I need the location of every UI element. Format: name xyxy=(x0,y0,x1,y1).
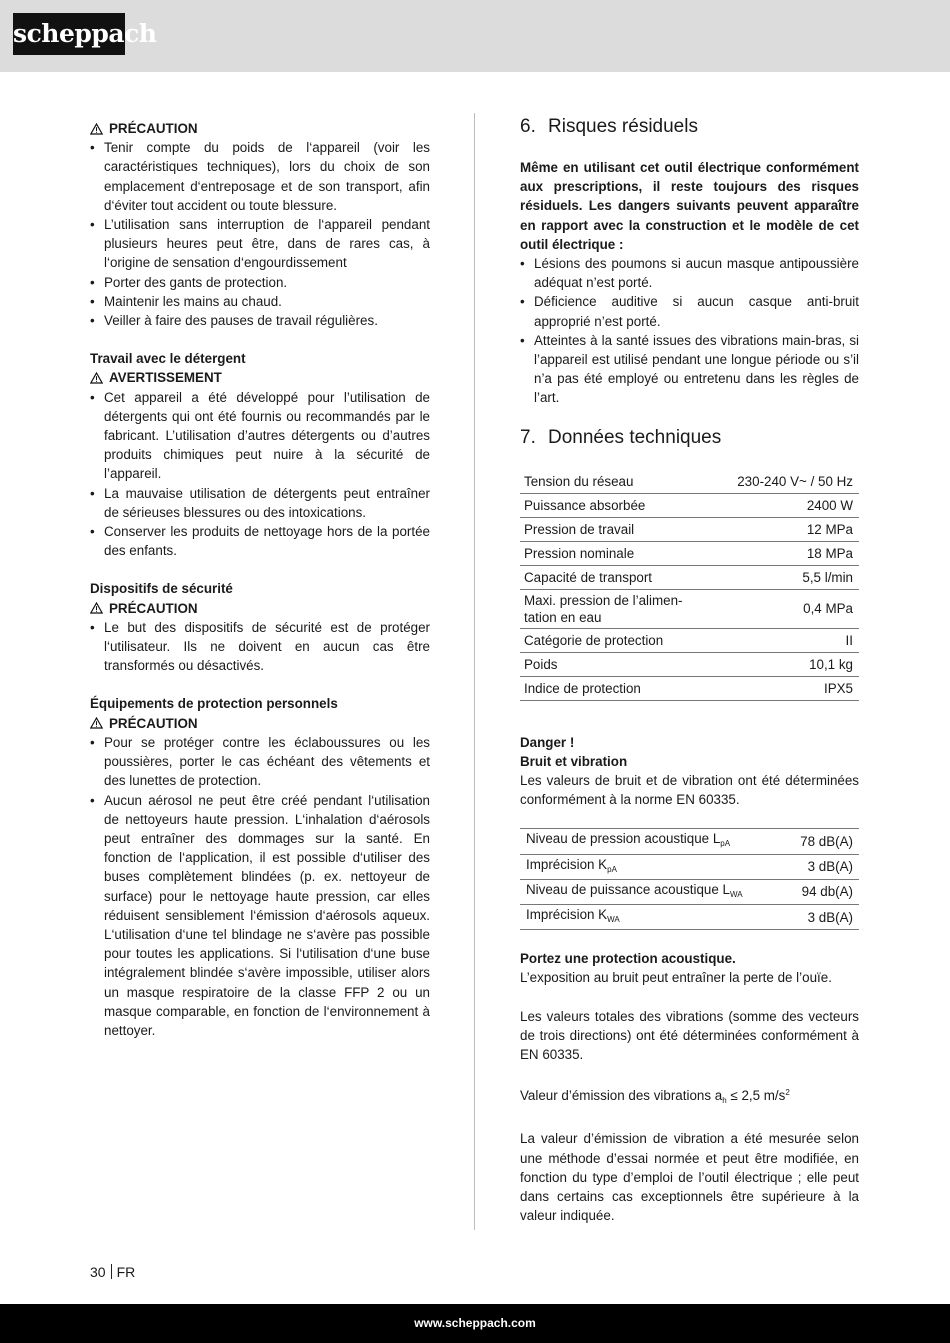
bullet-list xyxy=(90,388,430,561)
list-item: • Cet appareil a été développé pour l’utilisation de détergents qui ont été fournis ou recommandés par le fabricant. L’utilisation d’autres détergents ou d’autres produits chimiques peut nuire à la sécurité de l’appareil. xyxy=(90,388,430,484)
warning-triangle-icon xyxy=(90,602,103,614)
warning-label: AVERTISSEMENT xyxy=(109,370,222,386)
list-item: • Maintenir les mains au chaud. xyxy=(90,292,430,311)
safety-devices-section xyxy=(90,579,430,675)
table-row: Capacité de transport 5,5 l/min xyxy=(520,565,859,589)
vibration-emission-value: Valeur d’émission des vibrations $a_h \le 2,5$ $m/s^2$ xyxy=(520,1088,790,1106)
table-row: Niveau de pression acoustique $L_{pA}$ 78 dB(A) xyxy=(520,829,859,854)
table-row: Niveau de puissance acoustique $L_{WA}$ 94 db(A) xyxy=(520,879,859,904)
table-row: Imprécision $K_{pA}$ 3 dB(A) xyxy=(520,854,859,879)
column-divider xyxy=(474,113,475,1230)
list-item: • Atteintes à la santé issues des vibrations main-bras, si l’appareil est utilisé pendant une longue période ou s’il n’a pas été employé ou entretenu dans les règles de l’art. xyxy=(520,331,859,408)
list-item: • Veiller à faire des pauses de travail régulières. xyxy=(90,311,430,330)
table-row: Maxi. pression de l’alimen- tation en eau 0,4 MPa xyxy=(520,589,859,628)
technical-data-table xyxy=(520,470,859,701)
table-row: Pression nominale 18 MPa xyxy=(520,541,859,565)
warning-label: PRÉCAUTION xyxy=(109,600,198,616)
section-heading-residual-risks: 6. Risques résiduels xyxy=(520,116,698,137)
hearing-protection-title: Portez une protection acoustique. xyxy=(520,951,736,967)
noise-vibration-title: Bruit et vibration xyxy=(520,753,628,769)
right-column xyxy=(520,113,859,1226)
list-item: • Conserver les produits de nettoyage hors de la portée des enfants. xyxy=(90,522,430,560)
residual-risks-intro: Même en utilisant cet outil électrique conformément aux prescriptions, il reste toujours des risques résiduels. Les dangers suivants peuvent apparaître en rapport avec la construction et le modèle de cet outil électrique : xyxy=(520,160,859,252)
precaution-block-weight xyxy=(90,119,430,330)
bullet-list xyxy=(90,138,430,330)
vibration-note: La valeur d’émission de vibration a été mesurée selon une méthode d’essai normée et peut être modifiée, en fonction du type d’emploi de l’outil électrique ; elle peut dans certains cas exceptionnels être supérieure à la valeur indiquée. xyxy=(520,1131,859,1224)
hearing-protection-text: L’exposition au bruit peut entraîner la perte de l’ouïe. xyxy=(520,970,832,986)
list-item: • Tenir compte du poids de l‘appareil (voir les caractéristiques techniques), lors du choix de son emplacement d‘entreposage et de son transport, afin d‘éviter tout accident ou toute blessure. xyxy=(90,138,430,215)
table-row: Pression de travail 12 MPa xyxy=(520,517,859,541)
list-item: • Lésions des poumons si aucun masque antipoussière adéquat n’est porté. xyxy=(520,254,859,292)
list-item: • Porter des gants de protection. xyxy=(90,273,430,292)
list-item: • Pour se protéger contre les éclaboussures ou les poussières, porter le cas échéant des vêtements et des lunettes de protection. xyxy=(90,733,430,791)
table-row: Tension du réseau 230-240 V~ / 50 Hz xyxy=(520,470,859,494)
danger-title: Danger ! xyxy=(520,734,575,750)
page-number: 30 FR xyxy=(90,1264,136,1280)
table-row: Poids 10,1 kg xyxy=(520,652,859,676)
warning-label: PRÉCAUTION xyxy=(109,121,198,136)
section-title: Dispositifs de sécurité xyxy=(90,581,233,597)
section-title: Équipements de protection personnels xyxy=(90,696,338,712)
table-row: Imprécision $K_{WA}$ 3 dB(A) xyxy=(520,905,859,930)
warning-triangle-icon xyxy=(90,123,103,135)
footer-bar xyxy=(0,1304,950,1343)
list-item: • Aucun aérosol ne peut être créé pendant l‘utilisation de nettoyeurs haute pression. L‘inhalation d‘aérosols peut entraîner des dommages sur la santé. En fonction de l‘application, il est possible d‘utiliser des buses complètement blindées (p. ex. nettoyeur de surface) pour le nettoyage haute pression, car elles réduisent sensiblement l‘émission d‘aérosols aqueux. L‘utilisation d‘une tel blindage ne s‘avère pas possible pour toutes les applications. Si l‘utilisation d‘une buse intégralement blindée s‘avère impossible, utiliser alors un masque respiratoire de la classe FFP 2 ou un masque comparable, en fonction de l‘environnement à nettoyer. xyxy=(90,791,430,1041)
section-heading-technical-data: 7. Données techniques xyxy=(520,426,722,448)
brand-logo: scheppach xyxy=(13,13,125,55)
website-link[interactable]: www.scheppach.com xyxy=(414,1316,536,1330)
warning-triangle-icon xyxy=(90,372,103,384)
table-row: Puissance absorbée 2400 W xyxy=(520,493,859,517)
list-item: • L’utilisation sans interruption de l‘appareil pendant plusieurs heures peut être, dans de rares cas, à l‘origine de sensation d‘engourdissement xyxy=(90,215,430,273)
noise-table xyxy=(520,828,859,930)
bullet-list xyxy=(90,618,430,676)
bullet-list xyxy=(520,254,859,408)
bullet-list xyxy=(90,733,430,1040)
list-item: • La mauvaise utilisation de détergents peut entraîner de sérieuses blessures ou des intoxications. xyxy=(90,484,430,522)
list-item: • Déficience auditive si aucun casque anti-bruit approprié n’est porté. xyxy=(520,292,859,330)
ppe-section xyxy=(90,694,430,1040)
header-bar xyxy=(0,0,950,72)
table-row: Catégorie de protection II xyxy=(520,628,859,652)
warning-label: PRÉCAUTION xyxy=(109,715,198,731)
noise-intro: Les valeurs de bruit et de vibration ont été déterminées conformément à la norme EN 60335. xyxy=(520,773,859,808)
warning-triangle-icon xyxy=(90,717,103,729)
detergent-section xyxy=(90,349,430,560)
vibration-total-text: Les valeurs totales des vibrations (somme des vecteurs de trois directions) ont été déterminées conformément à EN 60335. xyxy=(520,1008,859,1063)
section-title: Travail avec le détergent xyxy=(90,351,246,367)
left-column xyxy=(90,119,430,1040)
list-item: • Le but des dispositifs de sécurité est de protéger l‘utilisateur. Ils ne doivent en aucun cas être transformés ou désactivés. xyxy=(90,618,430,676)
table-row: Indice de protection IPX5 xyxy=(520,676,859,700)
